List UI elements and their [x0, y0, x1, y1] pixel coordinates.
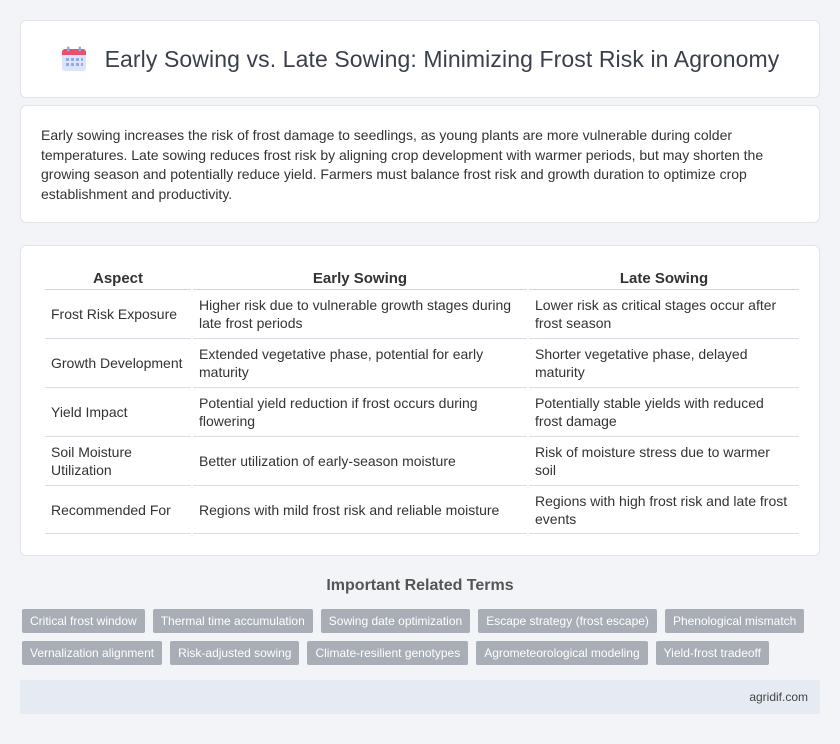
table-row — [45, 437, 799, 486]
calendar-icon — [61, 46, 87, 72]
term-tag[interactable]: Risk-adjusted sowing — [170, 641, 299, 665]
header-early-sowing: Early Sowing — [193, 264, 527, 290]
header — [61, 46, 780, 73]
cell-aspect: Growth Development — [45, 339, 191, 388]
cell-aspect: Yield Impact — [45, 388, 191, 437]
header-card — [20, 20, 820, 98]
term-tag[interactable]: Escape strategy (frost escape) — [478, 609, 657, 633]
header-aspect: Aspect — [45, 264, 191, 290]
cell-late: Regions with high frost risk and late frost events — [529, 486, 799, 534]
page-title: Early Sowing vs. Late Sowing: Minimizing Frost Risk in Agronomy — [104, 45, 780, 72]
table-row — [45, 388, 799, 437]
comparison-table-card — [20, 245, 820, 556]
header-late-sowing: Late Sowing — [529, 264, 799, 290]
cell-early: Higher risk due to vulnerable growth stages during late frost periods — [193, 290, 527, 339]
cell-early: Regions with mild frost risk and reliable moisture — [193, 486, 527, 534]
table-header-row — [45, 264, 799, 290]
related-terms-list — [22, 609, 822, 665]
cell-late: Risk of moisture stress due to warmer soil — [529, 437, 799, 486]
intro-card — [20, 105, 820, 223]
cell-early: Extended vegetative phase, potential for early maturity — [193, 339, 527, 388]
term-tag[interactable]: Phenological mismatch — [665, 609, 804, 633]
cell-late: Shorter vegetative phase, delayed maturity — [529, 339, 799, 388]
table-row — [45, 339, 799, 388]
cell-early: Potential yield reduction if frost occurs during flowering — [193, 388, 527, 437]
cell-late: Potentially stable yields with reduced frost damage — [529, 388, 799, 437]
term-tag[interactable]: Thermal time accumulation — [153, 609, 313, 633]
table-row — [45, 486, 799, 534]
term-tag[interactable]: Sowing date optimization — [321, 609, 470, 633]
cell-aspect: Soil Moisture Utilization — [45, 437, 191, 486]
term-tag[interactable]: Yield-frost tradeoff — [656, 641, 769, 665]
cell-late: Lower risk as critical stages occur after frost season — [529, 290, 799, 339]
footer-site-link[interactable]: agridif.com — [749, 690, 808, 704]
table-row — [45, 290, 799, 339]
cell-aspect: Frost Risk Exposure — [45, 290, 191, 339]
intro-paragraph: Early sowing increases the risk of frost damage to seedlings, as young plants are more vulnerable during colder temperatures. Late sowing reduces frost risk by aligning crop development with warmer periods, but may shorten the growing season and potentially reduce yield. Farmers must balance frost risk and growth duration to optimize crop establishment and productivity. — [41, 127, 764, 202]
term-tag[interactable]: Agrometeorological modeling — [476, 641, 647, 665]
related-terms-title: Important Related Terms — [326, 577, 514, 594]
cell-early: Better utilization of early-season moisture — [193, 437, 527, 486]
term-tag[interactable]: Vernalization alignment — [22, 641, 162, 665]
term-tag[interactable]: Climate-resilient genotypes — [307, 641, 468, 665]
footer — [20, 680, 820, 714]
term-tag[interactable]: Critical frost window — [22, 609, 145, 633]
cell-aspect: Recommended For — [45, 486, 191, 534]
comparison-table — [43, 264, 801, 534]
